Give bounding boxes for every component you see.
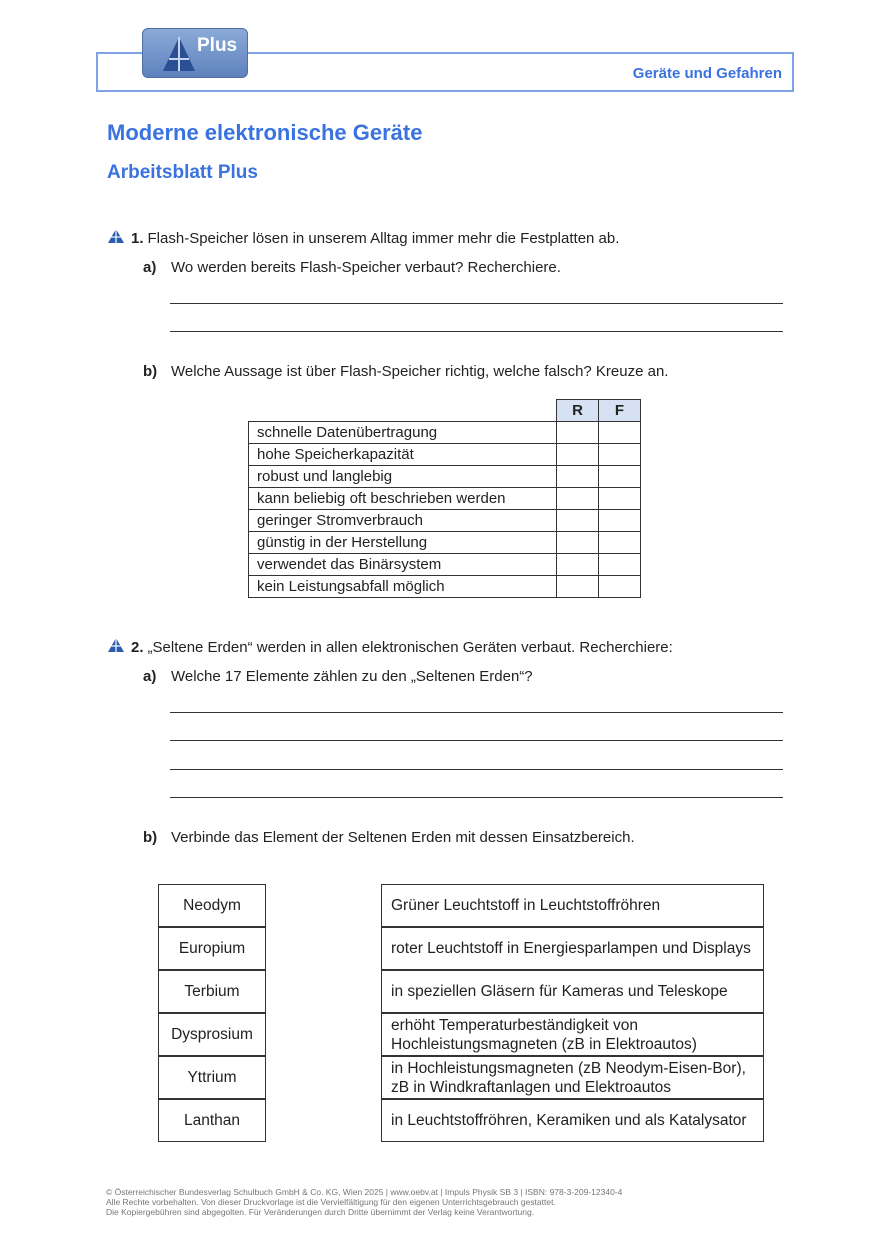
subtask-text: Wo werden bereits Flash-Speicher verbaut? Recherchiere. [171,259,561,276]
subtask-text: Welche 17 Elemente zählen zu den „Seltenen Erden“? [171,668,533,685]
answer-line[interactable] [170,331,783,332]
section-title: Geräte und Gefahren [632,65,782,82]
checkbox-f[interactable] [599,444,641,466]
checkbox-r[interactable] [557,554,599,576]
use-box[interactable]: roter Leuchtstoff in Energiesparlampen und Displays [381,927,764,970]
checkbox-r[interactable] [557,466,599,488]
checkbox-r[interactable] [557,422,599,444]
page-subtitle: Arbeitsblatt Plus [107,162,258,183]
task-text: Flash-Speicher lösen in unserem Alltag immer mehr die Festplatten ab. [147,230,620,247]
answer-line[interactable] [170,797,783,798]
statement: günstig in der Herstellung [249,532,557,554]
checkbox-f[interactable] [599,466,641,488]
use-box[interactable]: in Hochleistungsmagneten (zB Neodym-Eisen-Bor), zB in Windkraftanlagen und Elektroautos [381,1056,764,1099]
checkbox-f[interactable] [599,532,641,554]
footer-line: © Österreichischer Bundesverlag Schulbuch GmbH & Co. KG, Wien 2025 | www.oebv.at | Impuls Physik SB 3 | ISBN: 978-3-209-12340-4 [106,1187,623,1197]
table-row [249,532,641,554]
table-row [249,488,641,510]
table-row [249,510,641,532]
statement: verwendet das Binärsystem [249,554,557,576]
answer-line[interactable] [170,303,783,304]
checkbox-r[interactable] [557,576,599,598]
use-box[interactable]: erhöht Temperaturbeständigkeit von Hochleistungsmagneten (zB in Elektroautos) [381,1013,764,1056]
task-2 [131,639,673,656]
pyramid-icon [159,35,199,73]
table-row [249,554,641,576]
column-r-header: R [557,400,599,422]
checkbox-r[interactable] [557,488,599,510]
table-row [249,444,641,466]
pyramid-icon [107,637,125,653]
element-box-europium[interactable]: Europium [158,927,266,970]
task-number: 1. [131,230,144,247]
column-f-header: F [599,400,641,422]
checkbox-f[interactable] [599,488,641,510]
subtask-text: Verbinde das Element der Seltenen Erden mit dessen Einsatzbereich. [171,829,635,846]
statement: kein Leistungsabfall möglich [249,576,557,598]
logo-text: Plus [197,35,238,56]
task-1 [131,230,619,247]
subtask-label: a) [143,259,157,276]
table-row [249,466,641,488]
checkbox-f[interactable] [599,510,641,532]
checkbox-f[interactable] [599,554,641,576]
subtask-label: a) [143,668,157,685]
task-text: „Seltene Erden“ werden in allen elektronischen Geräten verbaut. Recherchiere: [147,639,673,656]
element-box-lanthan[interactable]: Lanthan [158,1099,266,1142]
statement: hohe Speicherkapazität [249,444,557,466]
checkbox-f[interactable] [599,422,641,444]
checkbox-r[interactable] [557,444,599,466]
subtask-label: b) [143,829,158,846]
use-box[interactable]: Grüner Leuchtstoff in Leuchtstoffröhren [381,884,764,927]
footer-line: Die Kopiergebühren sind abgegolten. Für Veränderungen durch Dritte übernimmt der Verlag keine Verantwortung. [106,1207,535,1217]
subtask-text: Welche Aussage ist über Flash-Speicher richtig, welche falsch? Kreuze an. [171,363,669,380]
pyramid-icon [107,228,125,244]
statement: kann beliebig oft beschrieben werden [249,488,557,510]
true-false-table [248,399,641,598]
plus-logo [142,28,248,78]
answer-line[interactable] [170,712,783,713]
footer [106,1187,622,1217]
table-row [249,576,641,598]
subtask-label: b) [143,363,158,380]
use-box[interactable]: in Leuchtstoffröhren, Keramiken und als Katalysator [381,1099,764,1142]
statement: robust und langlebig [249,466,557,488]
footer-line: Alle Rechte vorbehalten. Von dieser Druckvorlage ist die Vervielfältigung für den eigenen Unterrichtsgebrauch gestattet. [106,1197,556,1207]
statement: schnelle Datenübertragung [249,422,557,444]
element-box-yttrium[interactable]: Yttrium [158,1056,266,1099]
checkbox-r[interactable] [557,510,599,532]
use-box[interactable]: in speziellen Gläsern für Kameras und Teleskope [381,970,764,1013]
checkbox-f[interactable] [599,576,641,598]
answer-line[interactable] [170,769,783,770]
task-number: 2. [131,639,144,656]
checkbox-r[interactable] [557,532,599,554]
element-box-terbium[interactable]: Terbium [158,970,266,1013]
table-row [249,422,641,444]
element-box-neodym[interactable]: Neodym [158,884,266,927]
answer-line[interactable] [170,740,783,741]
page-title: Moderne elektronische Geräte [107,120,423,145]
element-box-dysprosium[interactable]: Dysprosium [158,1013,266,1056]
statement: geringer Stromverbrauch [249,510,557,532]
